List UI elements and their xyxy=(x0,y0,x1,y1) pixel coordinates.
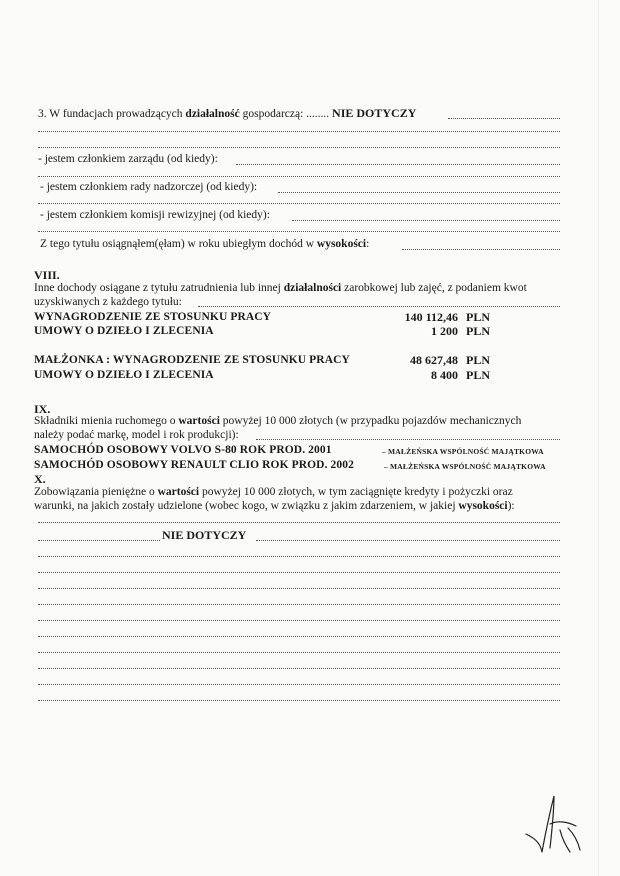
income-row-amount: 48 627,48 xyxy=(410,353,458,367)
sec3-intro-colon: gospodarczą: ........ xyxy=(239,108,330,120)
dotted-line xyxy=(38,203,560,204)
sec3-dochod-text: Z tego tytułu osiągnąłem(ęłam) w roku ubiegłym dochód w xyxy=(40,238,317,250)
dotted-line xyxy=(38,604,560,605)
dotted-line xyxy=(256,439,560,440)
income-row-currency: PLN xyxy=(466,324,490,338)
sec10-line1-rest: powyżej 10 000 złotych, w tym zaciągnięte kredyty i pożyczki oraz xyxy=(199,486,513,498)
sec10-line2-rest: ): xyxy=(507,500,515,512)
sec3-rada: - jestem członkiem rady nadzorczej (od kiedy): xyxy=(40,181,258,193)
sec8-line1-bold: działalności xyxy=(283,282,342,294)
sec3-intro-text: 3. W fundacjach prowadzących xyxy=(38,108,186,120)
signature-mark xyxy=(520,790,590,860)
movable-asset-note: – MAŁŻEŃSKA WSPÓLNOŚĆ MAJĄTKOWA xyxy=(384,462,546,471)
dotted-line xyxy=(38,522,560,523)
dotted-line xyxy=(402,249,560,250)
dotted-line xyxy=(38,131,560,132)
sec9-heading: IX. xyxy=(34,402,51,416)
income-row-label: MAŁŻONKA : WYNAGRODZENIE ZE STOSUNKU PRACY xyxy=(34,354,350,366)
dotted-line xyxy=(38,588,560,589)
dotted-line xyxy=(38,556,560,557)
dotted-line xyxy=(38,700,560,701)
income-row-currency: PLN xyxy=(466,353,490,367)
movable-asset-note: – MAŁŻEŃSKA WSPÓLNOŚĆ MAJĄTKOWA xyxy=(382,447,544,456)
dotted-line xyxy=(278,192,560,193)
sec10-line2-bold: wysokości xyxy=(458,500,508,512)
sec8-line1-rest: zarobkowej lub zajęć, z podaniem kwot xyxy=(341,282,527,294)
dotted-line xyxy=(38,668,560,669)
income-row-amount: 1 200 xyxy=(431,324,458,338)
income-row-currency: PLN xyxy=(466,310,490,324)
dotted-line xyxy=(38,147,560,148)
sec8-heading: VIII. xyxy=(34,268,60,282)
income-row-currency: PLN xyxy=(466,368,490,382)
movable-asset-item: SAMOCHÓD OSOBOWY VOLVO S-80 ROK PROD. 2001 xyxy=(34,444,332,456)
dotted-line xyxy=(38,684,560,685)
sec9-line2: należy podać markę, model i rok produkcji): xyxy=(34,429,239,441)
sec9-line1-rest: powyżej 10 000 złotych (w przypadku pojazdów mechanicznych xyxy=(219,415,522,427)
sec3-nie-dotyczy: NIE DOTYCZY xyxy=(332,106,417,120)
income-row-amount: 8 400 xyxy=(431,368,458,382)
sec10-line1-bold: wartości xyxy=(157,486,200,498)
dotted-line xyxy=(198,306,560,307)
sec10-line2 xyxy=(34,499,515,513)
sec9-line1-text: Składniki mienia ruchomego o xyxy=(34,415,179,427)
sec10-line1-text: Zobowiązania pieniężne o xyxy=(34,486,158,498)
sec10-line1 xyxy=(34,485,513,499)
income-row-label: WYNAGRODZENIE ZE STOSUNKU PRACY xyxy=(34,311,272,323)
dotted-line xyxy=(448,118,560,119)
movable-asset-item: SAMOCHÓD OSOBOWY RENAULT CLIO ROK PROD. 2002 xyxy=(34,459,354,471)
dotted-line xyxy=(38,231,560,232)
sec10-nie-dotyczy: NIE DOTYCZY xyxy=(162,528,247,542)
sec10-line2-text: warunki, na jakich zostały udzielone (wobec kogo, w związku z jakim zdarzeniem, w jakiej xyxy=(34,500,459,512)
dotted-line xyxy=(38,176,560,177)
sec3-dochod-bold: wysokości xyxy=(316,238,367,250)
sec3-dochod-colon: : xyxy=(366,238,370,250)
dotted-line xyxy=(38,620,560,621)
income-row-label: UMOWY O DZIEŁO I ZLECENIA xyxy=(34,369,214,381)
sec8-line1-text: Inne dochody osiągane z tytułu zatrudnienia lub innej xyxy=(34,282,284,294)
dotted-line xyxy=(38,572,560,573)
dotted-line xyxy=(38,652,560,653)
sec3-intro-bold: działalność xyxy=(185,108,240,120)
sec9-line1 xyxy=(34,414,521,428)
sec10-heading: X. xyxy=(34,472,46,486)
sec8-line2: uzyskiwanych z każdego tytułu: xyxy=(34,296,182,308)
sec3-dochod xyxy=(40,237,369,251)
dotted-line xyxy=(38,540,160,541)
sec3-zarzad: - jestem członkiem zarządu (od kiedy): xyxy=(38,153,218,165)
income-row-label: UMOWY O DZIEŁO I ZLECENIA xyxy=(34,325,214,337)
dotted-line xyxy=(256,540,560,541)
dotted-line xyxy=(38,636,560,637)
dotted-line xyxy=(292,220,560,221)
sec3-komisja: - jestem członkiem komisji rewizyjnej (od kiedy): xyxy=(40,209,270,221)
paper-fold-line xyxy=(598,0,599,876)
sec9-line1-bold: wartości xyxy=(178,415,220,427)
income-row-amount: 140 112,46 xyxy=(404,310,458,324)
dotted-line xyxy=(236,164,560,165)
sec8-line1 xyxy=(34,281,527,295)
sec3-intro xyxy=(38,106,416,121)
